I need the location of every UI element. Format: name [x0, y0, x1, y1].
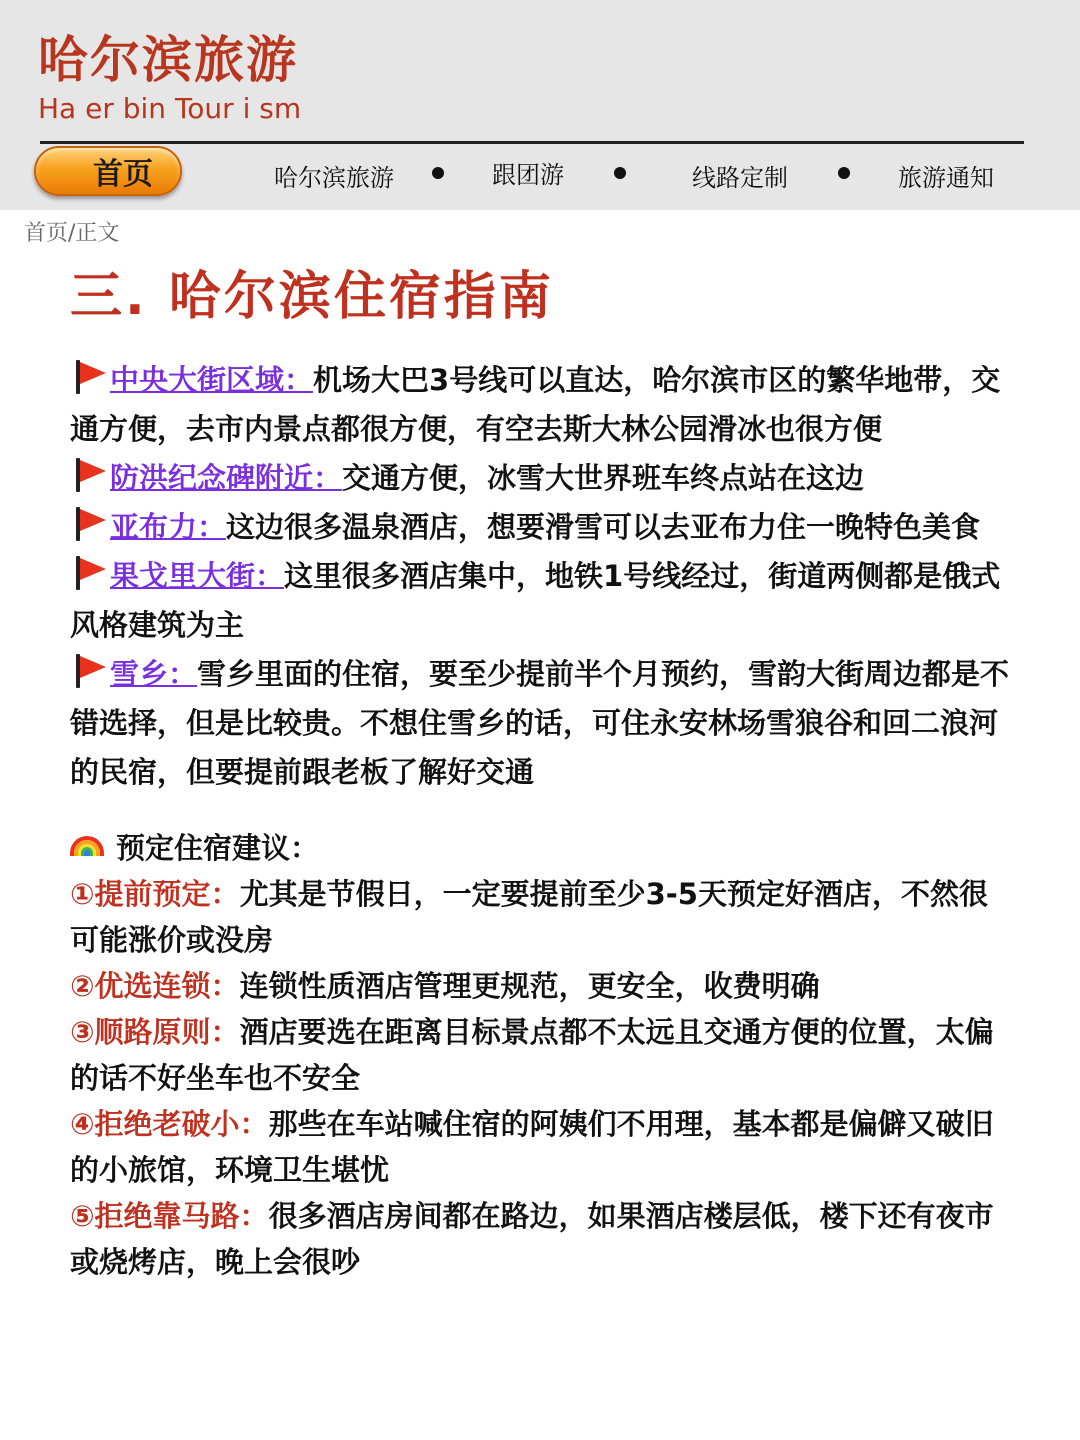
rainbow-icon	[70, 836, 104, 856]
area-link-snow-town[interactable]: 雪乡：	[110, 657, 198, 691]
area-link-central-street[interactable]: 中央大街区域：	[110, 363, 314, 397]
home-button[interactable]	[34, 146, 182, 196]
area-item-gogol-street	[70, 552, 1010, 650]
area-link-yabuli[interactable]: 亚布力：	[110, 510, 227, 544]
tips-heading-text: 预定住宿建议：	[116, 831, 320, 865]
area-item-central-street	[70, 356, 1010, 454]
tip-item-on-route	[70, 1009, 1010, 1101]
area-item-yabuli	[70, 503, 1010, 552]
area-description: 这里很多酒店集中，地铁1号线经过，街道两侧都是俄式风格建筑为主	[70, 559, 1001, 642]
tip-item-book-early	[70, 871, 1010, 963]
site-title: 哈尔滨旅游	[38, 31, 298, 89]
home-button-label: 首页	[93, 157, 153, 192]
tip-text: 很多酒店房间都在路边，如果酒店楼层低，楼下还有夜市或烧烤店，晚上会很吵	[70, 1199, 994, 1279]
nav-separator-dot	[432, 167, 444, 179]
tip-label: ①提前预定：	[70, 877, 240, 911]
nav-separator-dot	[614, 167, 626, 179]
tip-text: 尤其是节假日，一定要提前至少3-5天预定好酒店，不然很可能涨价或没房	[70, 877, 988, 957]
tip-text: 酒店要选在距离目标景点都不太远且交通方便的位置，太偏的话不好坐车也不安全	[70, 1015, 994, 1095]
area-description: 交通方便，冰雪大世界班车终点站在这边	[342, 461, 865, 495]
red-flag-icon	[70, 556, 106, 590]
tip-item-avoid-old-small	[70, 1101, 1010, 1193]
red-flag-icon	[70, 654, 106, 688]
area-description: 机场大巴3号线可以直达，哈尔滨市区的繁华地带，交通方便，去市内景点都很方便，有空去斯大林公园滑冰也很方便	[70, 363, 1001, 446]
tip-item-avoid-roadside	[70, 1193, 1010, 1285]
nav-item-group-tour[interactable]: 跟团游	[492, 161, 564, 189]
area-description: 雪乡里面的住宿，要至少提前半个月预约，雪韵大街周边都是不错选择，但是比较贵。不想住雪乡的话，可住永安林场雪狼谷和回二浪河的民宿，但要提前跟老板了解好交通	[70, 657, 1010, 789]
breadcrumb[interactable]: 首页/正文	[24, 221, 120, 246]
nav-item-travel-notice[interactable]: 旅游通知	[898, 164, 994, 192]
area-description: 这边很多温泉酒店，想要滑雪可以去亚布力住一晚特色美食	[226, 510, 981, 544]
area-item-flood-memorial	[70, 454, 1010, 503]
red-flag-icon	[70, 360, 106, 394]
tips-heading	[70, 825, 1010, 871]
nav-item-harbin-tourism[interactable]: 哈尔滨旅游	[274, 164, 394, 192]
tip-text: 连锁性质酒店管理更规范，更安全，收费明确	[239, 969, 820, 1003]
tip-label: ④拒绝老破小：	[70, 1107, 269, 1141]
page-title: 三. 哈尔滨住宿指南	[70, 267, 554, 327]
area-item-snow-town	[70, 650, 1010, 797]
tip-label: ②优选连锁：	[70, 969, 240, 1003]
nav-item-custom-route[interactable]: 线路定制	[692, 164, 788, 192]
tip-item-chain-hotels	[70, 963, 1010, 1009]
section-spacer	[70, 797, 1010, 825]
area-link-flood-memorial[interactable]: 防洪纪念碑附近：	[110, 461, 343, 495]
red-flag-icon	[70, 507, 106, 541]
tip-text: 那些在车站喊住宿的阿姨们不用理，基本都是偏僻又破旧的小旅馆，环境卫生堪忧	[70, 1107, 994, 1187]
site-header	[0, 0, 1080, 210]
nav-separator-dot	[838, 167, 850, 179]
header-divider	[40, 141, 1024, 144]
tip-label: ⑤拒绝靠马路：	[70, 1199, 269, 1233]
article-body	[70, 356, 1010, 1285]
area-link-gogol-street[interactable]: 果戈里大街：	[110, 559, 285, 593]
site-subtitle: Ha er bin Tour i sm	[38, 92, 302, 125]
red-flag-icon	[70, 458, 106, 492]
tip-label: ③顺路原则：	[70, 1015, 240, 1049]
